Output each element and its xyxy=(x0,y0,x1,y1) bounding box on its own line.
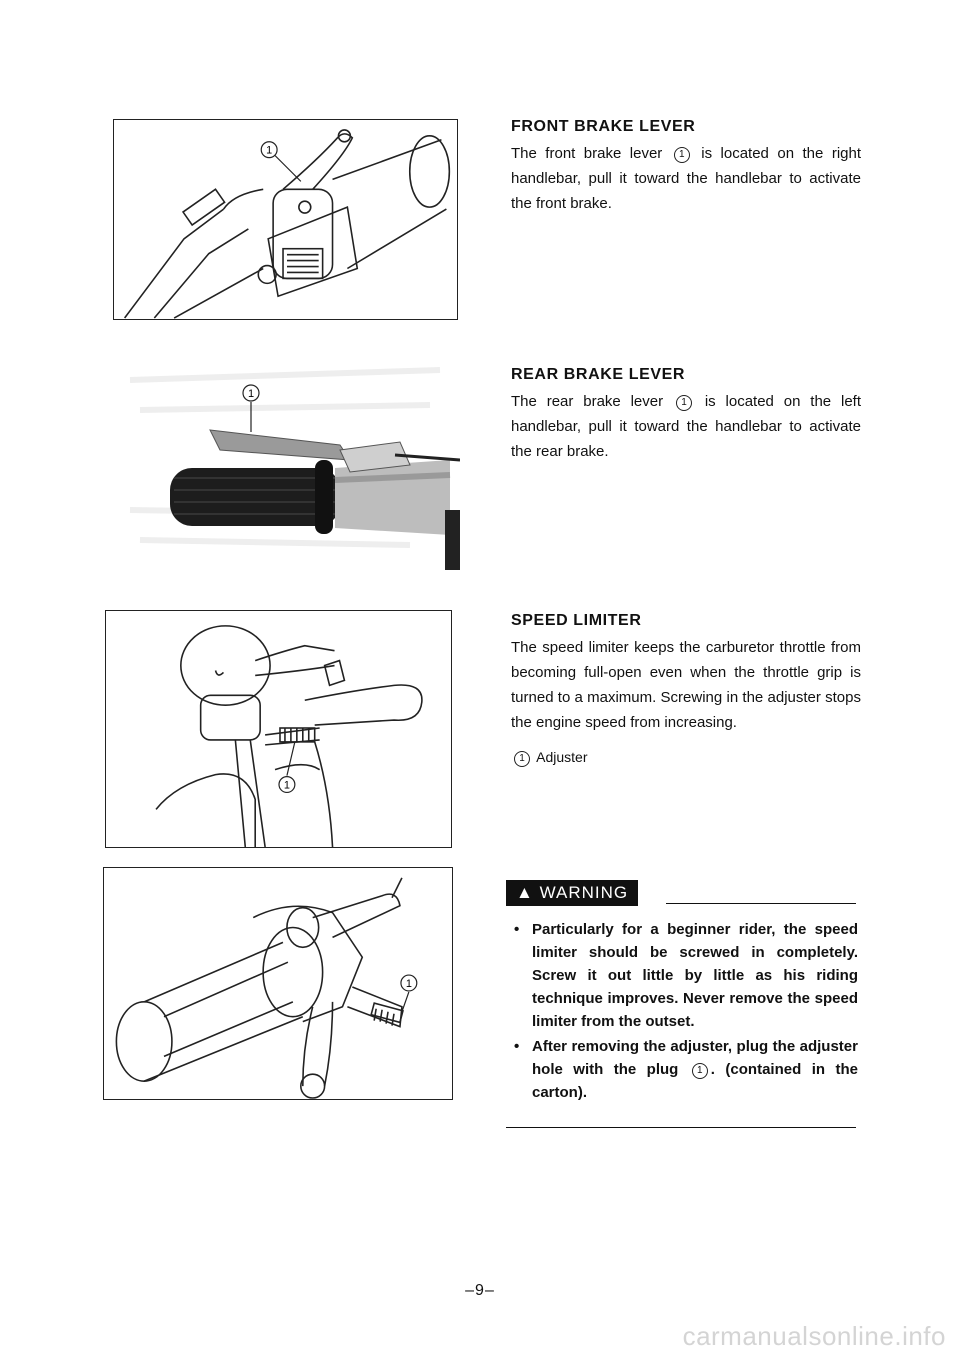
front-brake-heading: FRONT BRAKE LEVER xyxy=(511,118,696,135)
rear-brake-section xyxy=(511,366,861,464)
adjuster-plug-illustration xyxy=(103,867,453,1100)
callout-marker: 1 xyxy=(514,751,530,767)
legend-label: Adjuster xyxy=(536,749,588,765)
rear-brake-callout: 1 xyxy=(247,388,255,400)
front-brake-callout: 1 xyxy=(266,144,273,157)
warning-label: WARNING xyxy=(539,883,629,902)
warning-triangle-icon: ▲ xyxy=(516,883,534,902)
callout-marker: 1 xyxy=(692,1063,708,1079)
warning-list xyxy=(508,918,858,1106)
speed-limiter-section xyxy=(511,612,861,767)
callout-marker: 1 xyxy=(674,147,690,163)
front-brake-lever-illustration xyxy=(113,119,458,320)
watermark: carmanualsonline.info xyxy=(682,1321,946,1351)
warning-item: • After removing the adjuster, plug the adjuster hole with the plug 1 . (contained in the carton). xyxy=(508,1035,858,1104)
callout-marker: 1 xyxy=(676,395,692,411)
warning-bottom-rule xyxy=(506,1127,856,1128)
warning-item: • Particularly for a beginner rider, the speed limiter should be screwed in completely. Screw it out little by little as his riding technique improves. Never remove the speed limiter from the outset. xyxy=(508,918,858,1033)
front-brake-section xyxy=(511,118,861,216)
rear-brake-lever-photo xyxy=(110,350,460,570)
figure-legend xyxy=(511,749,861,767)
warning-header xyxy=(506,880,856,906)
warning-rule xyxy=(666,903,856,904)
rear-brake-heading: REAR BRAKE LEVER xyxy=(511,366,686,383)
speed-limiter-callout: 1 xyxy=(283,779,290,792)
bullet: • xyxy=(514,921,520,938)
speed-limiter-illustration xyxy=(105,610,452,848)
front-brake-text: The front brake lever 1 is located on the right handlebar, pull it toward the handlebar to activate the front brake. xyxy=(511,145,862,212)
warning-badge xyxy=(506,880,638,906)
page-number: –9– xyxy=(465,1282,495,1299)
rear-brake-text: The rear brake lever 1 is located on the left handlebar, pull it toward the handlebar to activate the rear brake. xyxy=(511,393,862,460)
bullet: • xyxy=(514,1038,520,1055)
speed-limiter-text: The speed limiter keeps the carburetor throttle from becoming full-open even when the throttle grip is turned to a maximum. Screwing in the adjuster stops the engine speed from increasing. xyxy=(511,639,861,731)
speed-limiter-heading: SPEED LIMITER xyxy=(511,612,642,629)
plug-callout: 1 xyxy=(405,977,412,990)
